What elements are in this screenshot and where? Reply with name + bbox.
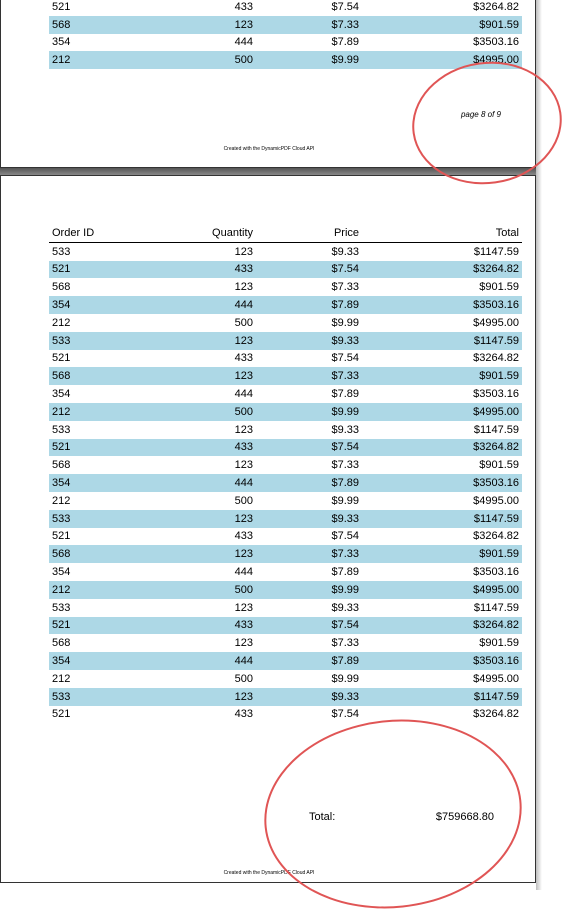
table-row: [49, 332, 522, 350]
cell-price: $9.99: [331, 494, 359, 507]
cell-total: $1147.59: [473, 601, 519, 614]
cell-order-id: 521: [49, 261, 160, 279]
table-row: [49, 350, 522, 368]
cell-price: $7.89: [331, 388, 359, 401]
cell-quantity: 123: [234, 601, 253, 614]
table-header-row: [49, 224, 522, 242]
cell-price: $7.54: [256, 439, 363, 457]
cell-price: $7.54: [331, 0, 359, 13]
table-row: [49, 421, 522, 439]
cell-order-id: 212: [49, 581, 160, 599]
cell-quantity: 444: [160, 652, 256, 670]
cell-quantity: 500: [160, 51, 256, 69]
cell-quantity: 123: [160, 545, 256, 563]
cell-price: $7.33: [331, 637, 359, 650]
cell-total: $901.59: [479, 459, 519, 472]
footer-note: Created with the DynamicPDF Cloud API: [223, 870, 315, 876]
table-row: [49, 314, 522, 332]
page-gap: [0, 168, 536, 175]
cell-quantity: 444: [234, 36, 253, 49]
cell-quantity: 500: [160, 403, 256, 421]
cell-quantity: 433: [160, 617, 256, 635]
cell-order-id: 533: [49, 332, 160, 350]
cell-price: $9.33: [256, 332, 363, 350]
cell-quantity: 123: [234, 637, 253, 650]
table-row: [49, 0, 522, 16]
table-row: [49, 706, 522, 724]
pdf-page-9: [0, 175, 536, 883]
cell-quantity: 444: [160, 474, 256, 492]
table-row: [49, 492, 522, 510]
cell-price: $7.33: [331, 459, 359, 472]
cell-order-id: 212: [52, 316, 71, 329]
cell-total: $1147.59: [473, 423, 519, 436]
cell-quantity: 500: [234, 672, 253, 685]
cell-total: $3503.16: [363, 652, 522, 670]
cell-order-id: 212: [52, 494, 71, 507]
cell-order-id: 568: [52, 281, 71, 294]
cell-quantity: 500: [234, 494, 253, 507]
cell-order-id: 533: [52, 601, 71, 614]
cell-total: $3264.82: [363, 617, 522, 635]
cell-price: $7.33: [256, 545, 363, 563]
table-row: [49, 34, 522, 52]
grand-total-value: $759668.80: [435, 811, 494, 823]
cell-order-id: 212: [49, 51, 160, 69]
table-row: [49, 617, 522, 635]
cell-total: $1147.59: [363, 510, 522, 528]
cell-total: $901.59: [479, 281, 519, 294]
cell-quantity: 500: [234, 316, 253, 329]
cell-order-id: 212: [49, 403, 160, 421]
cell-total: $1147.59: [473, 245, 519, 258]
cell-price: $9.99: [256, 581, 363, 599]
cell-total: $901.59: [363, 367, 522, 385]
cell-total: $3264.82: [363, 439, 522, 457]
cell-order-id: 354: [52, 566, 71, 579]
cell-total: $4995.00: [473, 494, 519, 507]
cell-price: $7.54: [331, 352, 359, 365]
cell-price: $9.99: [331, 316, 359, 329]
cell-price: $7.89: [256, 296, 363, 314]
grand-total-label: Total:: [309, 811, 336, 823]
table-row: [49, 367, 522, 385]
cell-order-id: 521: [52, 352, 71, 365]
table-row: [49, 528, 522, 546]
cell-quantity: 433: [234, 352, 253, 365]
cell-quantity: 433: [160, 261, 256, 279]
cell-order-id: 568: [52, 459, 71, 472]
cell-total: $3264.82: [473, 0, 519, 13]
cell-quantity: 500: [160, 581, 256, 599]
cell-price: $9.33: [331, 423, 359, 436]
cell-quantity: 433: [234, 708, 253, 721]
cell-price: $9.33: [256, 510, 363, 528]
cell-order-id: 354: [52, 388, 71, 401]
cell-total: $901.59: [363, 545, 522, 563]
cell-quantity: 123: [234, 245, 253, 258]
cell-quantity: 444: [234, 388, 253, 401]
cell-price: $9.99: [256, 403, 363, 421]
table-row: [49, 634, 522, 652]
cell-total: $4995.00: [473, 672, 519, 685]
cell-price: $7.33: [331, 281, 359, 294]
cell-order-id: 521: [49, 617, 160, 635]
cell-order-id: 354: [49, 296, 160, 314]
cell-quantity: 123: [234, 459, 253, 472]
cell-total: $1147.59: [363, 332, 522, 350]
table-row: [49, 688, 522, 706]
cell-quantity: 123: [160, 510, 256, 528]
cell-order-id: 568: [49, 545, 160, 563]
table-row: [49, 652, 522, 670]
cell-total: $901.59: [479, 637, 519, 650]
header-price: Price: [256, 224, 363, 242]
table-row: [49, 296, 522, 314]
table-row: [49, 563, 522, 581]
cell-total: $3503.16: [473, 36, 519, 49]
table-row: [49, 16, 522, 34]
table-row: [49, 510, 522, 528]
cell-order-id: 533: [52, 245, 71, 258]
cell-price: $7.33: [256, 367, 363, 385]
cell-total: $3264.82: [473, 352, 519, 365]
cell-total: $3503.16: [363, 296, 522, 314]
cell-order-id: 568: [49, 16, 160, 34]
table-row: [49, 599, 522, 617]
cell-total: $3264.82: [473, 530, 519, 543]
cell-price: $9.99: [331, 672, 359, 685]
cell-quantity: 123: [160, 16, 256, 34]
cell-price: $9.33: [256, 688, 363, 706]
cell-quantity: 444: [234, 566, 253, 579]
cell-price: $7.54: [256, 617, 363, 635]
cell-order-id: 568: [52, 637, 71, 650]
table-row: [49, 385, 522, 403]
cell-price: $7.89: [256, 474, 363, 492]
cell-order-id: 212: [52, 672, 71, 685]
cell-order-id: 521: [49, 439, 160, 457]
table-row: [49, 278, 522, 296]
header-order-id: Order ID: [49, 224, 160, 242]
cell-total: $3264.82: [473, 708, 519, 721]
table-row: [49, 581, 522, 599]
table-row: [49, 261, 522, 279]
table-row: [49, 670, 522, 688]
cell-order-id: 521: [52, 708, 71, 721]
cell-quantity: 123: [160, 332, 256, 350]
pdf-page-8: [0, 0, 536, 168]
cell-quantity: 123: [234, 281, 253, 294]
cell-total: $4995.00: [363, 403, 522, 421]
cell-order-id: 533: [49, 510, 160, 528]
page-shadow: [536, 0, 542, 890]
table-row: [49, 474, 522, 492]
cell-quantity: 433: [234, 0, 253, 13]
cell-order-id: 354: [49, 652, 160, 670]
table-row: [49, 456, 522, 474]
cell-total: $4995.00: [473, 316, 519, 329]
cell-price: $7.54: [331, 708, 359, 721]
orders-table: [49, 224, 522, 723]
cell-total: $3503.16: [473, 566, 519, 579]
cell-quantity: 433: [234, 530, 253, 543]
table-row: [49, 545, 522, 563]
cell-total: $1147.59: [363, 688, 522, 706]
cell-price: $7.89: [331, 566, 359, 579]
cell-order-id: 533: [52, 423, 71, 436]
header-quantity: Quantity: [160, 224, 256, 242]
cell-total: $3503.16: [363, 474, 522, 492]
cell-price: $7.33: [256, 16, 363, 34]
cell-order-id: 521: [52, 0, 71, 13]
cell-price: $9.33: [331, 245, 359, 258]
cell-total: $901.59: [363, 16, 522, 34]
cell-quantity: 123: [160, 688, 256, 706]
cell-price: $7.89: [256, 652, 363, 670]
cell-price: $7.89: [331, 36, 359, 49]
page-number: page 8 of 9: [460, 110, 501, 119]
cell-total: $4995.00: [363, 581, 522, 599]
cell-order-id: 533: [49, 688, 160, 706]
cell-price: $9.33: [331, 601, 359, 614]
cell-quantity: 123: [160, 367, 256, 385]
cell-quantity: 444: [160, 296, 256, 314]
cell-total: $4995.00: [363, 51, 522, 69]
cell-order-id: 568: [49, 367, 160, 385]
cell-total: $3503.16: [473, 388, 519, 401]
cell-quantity: 433: [160, 439, 256, 457]
cell-total: $3264.82: [363, 261, 522, 279]
header-total: Total: [363, 224, 522, 242]
table-row: [49, 439, 522, 457]
cell-quantity: 123: [234, 423, 253, 436]
cell-order-id: 354: [49, 474, 160, 492]
cell-order-id: 354: [52, 36, 71, 49]
cell-price: $9.99: [256, 51, 363, 69]
orders-table-top: [49, 0, 522, 69]
cell-price: $7.54: [256, 261, 363, 279]
table-row: [49, 242, 522, 260]
table-row: [49, 51, 522, 69]
cell-order-id: 521: [52, 530, 71, 543]
table-row: [49, 403, 522, 421]
footer-note: Created with the DynamicPDF Cloud API: [223, 146, 315, 152]
cell-price: $7.54: [331, 530, 359, 543]
